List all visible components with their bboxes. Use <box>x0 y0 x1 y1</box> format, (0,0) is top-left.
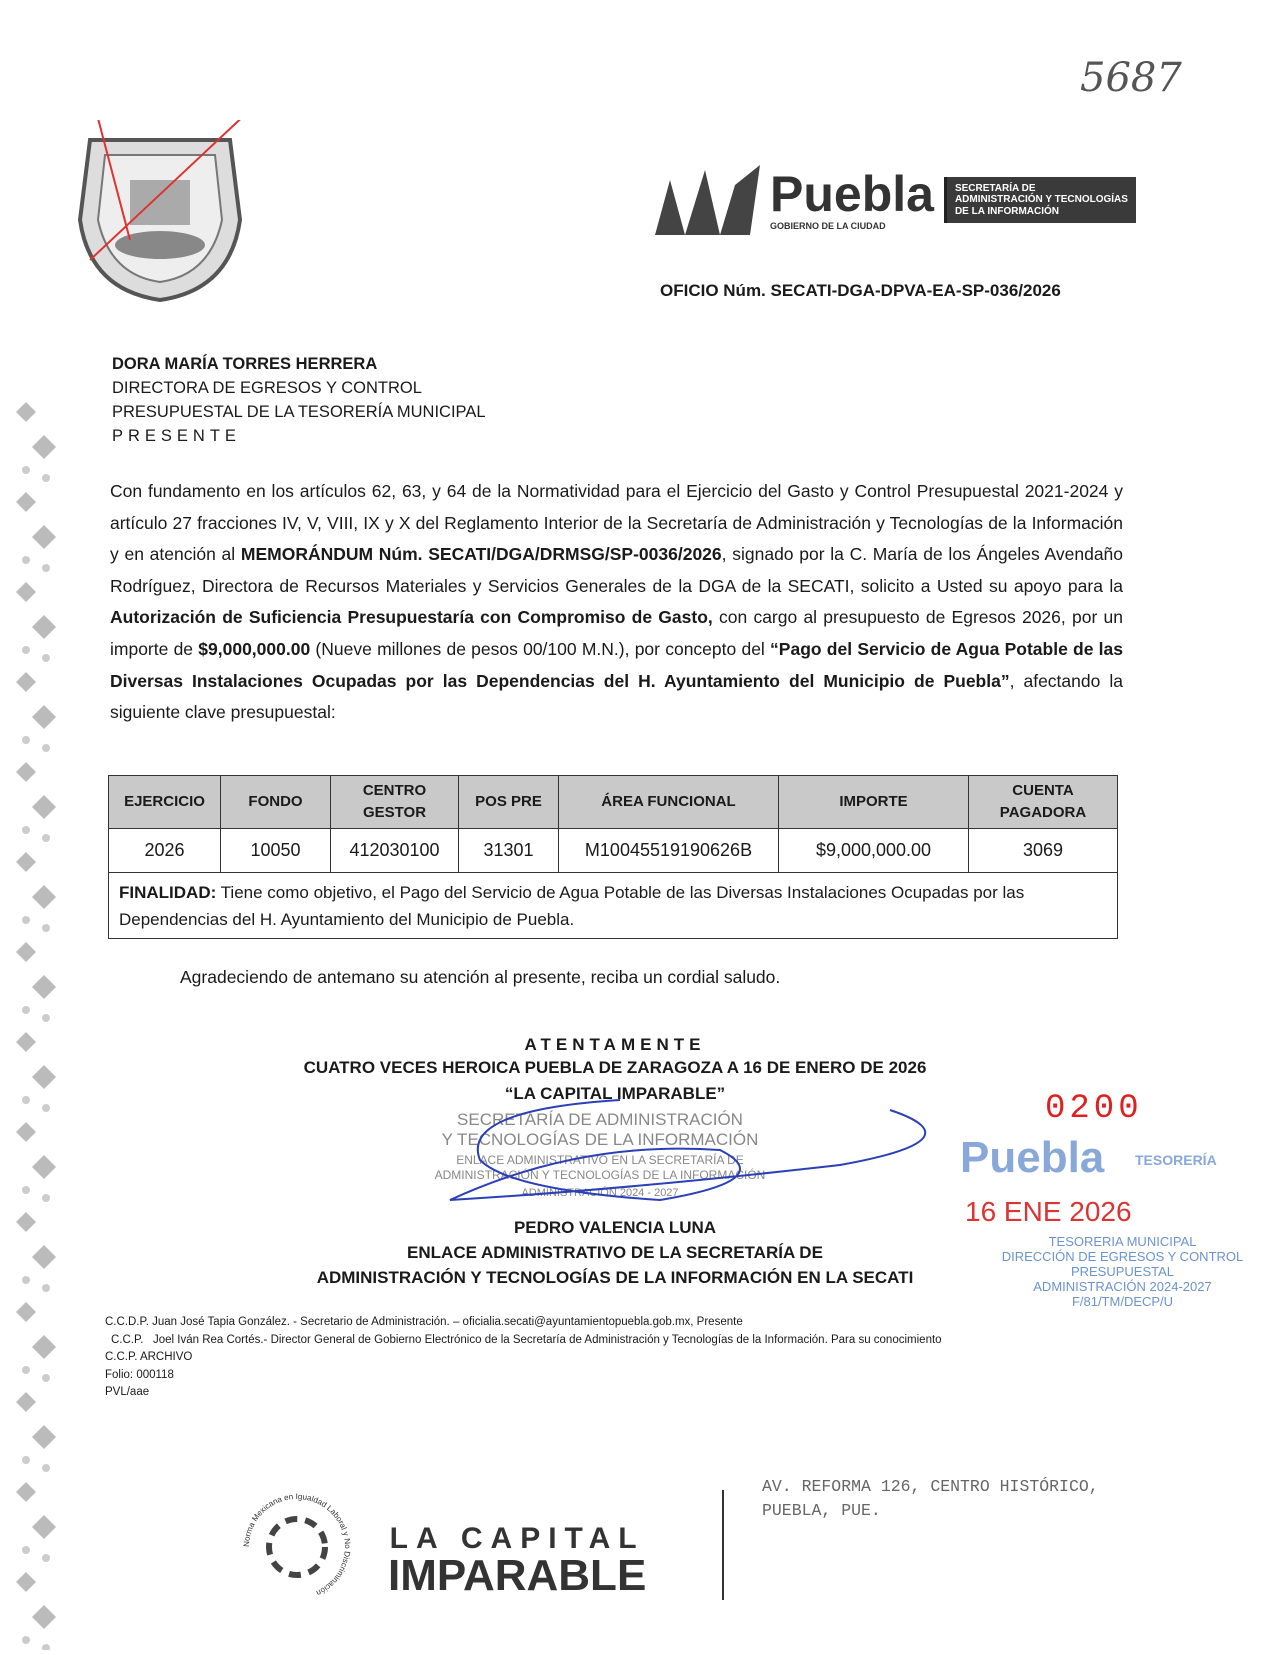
puebla-emblem-icon <box>650 160 770 240</box>
ccp-line-1: C.C.D.P. Juan José Tapia González. - Secretario de Administración. – oficialia.secati@ayuntamientopuebla.gob.mx, Presente <box>105 1316 743 1328</box>
ccp-block <box>105 1314 942 1402</box>
closing-thanks: Agradeciendo de antemano su atención al presente, reciba un cordial saludo. <box>180 967 781 987</box>
signer-stamp: SECRETARÍA DE ADMINISTRACIÓN Y TECNOLOGÍAS DE LA INFORMACIÓN ENLACE ADMINISTRATIVO EN LA SECRETARÍA DE ADMINISTRACIÓN Y TECNOLOGÍAS DE LA INFORMACIÓN ADMINISTRACIÓN 2024 - 2027 <box>434 1110 766 1199</box>
col-ejercicio: EJERCICIO <box>109 776 221 829</box>
addressee-title-1: DIRECTORA DE EGRESOS Y CONTROL <box>112 379 422 397</box>
cell-area-funcional: M10045519190626B <box>559 829 779 873</box>
finalidad-cell: FINALIDAD: Tiene como objetivo, el Pago del Servicio de Agua Potable de las Diversas Instalaciones Ocupadas por las Dependencias del H. Ayuntamiento del Municipio de Puebla. <box>109 873 1118 939</box>
budget-key-table <box>108 775 1118 939</box>
table-row <box>109 829 1118 873</box>
decorative-border <box>14 400 64 1650</box>
la-capital-imparable-logo: LA CAPITAL IMPARABLE <box>388 1522 647 1600</box>
oficio-number: OFICIO Núm. SECATI-DGA-DPVA-EA-SP-036/2026 <box>660 281 1061 300</box>
place-date: CUATRO VECES HEROICA PUEBLA DE ZARAGOZA A 16 DE ENERO DE 2026 <box>303 1058 927 1077</box>
cell-importe: $9,000,000.00 <box>779 829 969 873</box>
cell-cuenta-pagadora: 3069 <box>969 829 1118 873</box>
received-logo: Puebla <box>960 1133 1105 1182</box>
signer-name: PEDRO VALENCIA LUNA <box>513 1218 717 1237</box>
signer-title-1: ENLACE ADMINISTRATIVO DE LA SECRETARÍA DE <box>407 1243 823 1262</box>
addressee-name: DORA MARÍA TORRES HERRERA <box>112 355 378 373</box>
col-fondo: FONDO <box>221 776 331 829</box>
cell-fondo: 10050 <box>221 829 331 873</box>
received-stamp-lines: TESORERIA MUNICIPAL DIRECCIÓN DE EGRESOS Y CONTROL PRESUPUESTAL ADMINISTRACIÓN 2024-2027 F/81/TM/DECP/U <box>1001 1234 1244 1309</box>
footer-address: AV. REFORMA 126, CENTRO HISTÓRICO, PUEBLA, PUE. <box>762 1477 1099 1520</box>
footer-divider <box>722 1490 724 1600</box>
addressee-block <box>112 352 486 448</box>
col-centro-gestor: CENTRO GESTOR <box>331 776 459 829</box>
received-date: 16 ENE 2026 <box>965 1196 1132 1227</box>
handwritten-folio-number: 5687 <box>1080 55 1182 101</box>
ccp-line-2: C.C.P. Joel Iván Rea Cortés.- Director General de Gobierno Electrónico de la Secretaría de Administración y Tecnologías de la Información. Para su conocimiento <box>111 1333 942 1346</box>
addressee-presente: PRESENTE <box>112 427 241 445</box>
cell-centro-gestor: 412030100 <box>331 829 459 873</box>
received-number: 0200 <box>1045 1090 1143 1128</box>
secretaria-label: SECRETARÍA DE ADMINISTRACIÓN Y TECNOLOGÍAS DE LA INFORMACIÓN <box>944 177 1136 224</box>
motto: “LA CAPITAL IMPARABLE” <box>504 1084 726 1103</box>
cell-ejercicio: 2026 <box>109 829 221 873</box>
svg-text:Norma Mexicana en Igualdad Lab: Norma Mexicana en Igualdad Laboral y No Discriminación <box>241 1491 353 1598</box>
finalidad-row <box>109 873 1118 939</box>
col-pos-pre: POS PRE <box>459 776 559 829</box>
logo-word: Puebla <box>770 166 934 222</box>
col-area-funcional: ÁREA FUNCIONAL <box>559 776 779 829</box>
signer-title-2: ADMINISTRACIÓN Y TECNOLOGÍAS DE LA INFORMACIÓN EN LA SECATI <box>316 1268 914 1287</box>
col-importe: IMPORTE <box>779 776 969 829</box>
col-cuenta-pagadora: CUENTA PAGADORA <box>969 776 1118 829</box>
atentamente: ATENTAMENTE <box>524 1035 706 1054</box>
cell-pos-pre: 31301 <box>459 829 559 873</box>
received-logo-tag: TESORERÍA <box>1135 1152 1217 1168</box>
norma-igualdad-logo <box>240 1490 355 1605</box>
body-paragraph: Con fundamento en los artículos 62, 63, y 64 de la Normatividad para el Ejercicio del Gasto y Control Presupuestal 2021-2024 y artículo 27 fracciones IV, V, VIII, IX y X del Reglamento Interior de la Secretaría de Administración y Tecnologías de la Información y en atención al MEMORÁNDUM Núm. SECATI/DGA/DRMSG/SP-0036/2026, signado por la C. María de los Ángeles Avendaño Rodríguez, Directora de Recursos Materiales y Servicios Generales de la DGA de la SECATI, solicito a Usted su apoyo para la Autorización de Suficiencia Presupuestaría con Compromiso de Gasto, con cargo al presupuesto de Egresos 2026, por un importe de $9,000,000.00 (Nueve millones de pesos 00/100 M.N.), por concepto del “Pago del Servicio de Agua Potable de las Diversas Instalaciones Ocupadas por las Dependencias del H. Ayuntamiento del Municipio de Puebla”, afectando la siguiente clave presupuestal: <box>110 481 1124 723</box>
folio: Folio: 000118 <box>105 1368 174 1381</box>
initials: PVL/aae <box>105 1386 150 1398</box>
signature-scribble <box>420 1080 980 1240</box>
ccp-archivo: C.C.P. ARCHIVO <box>105 1351 193 1363</box>
table-header-row <box>109 776 1118 829</box>
city-seal-logo <box>60 120 260 310</box>
addressee-title-2: PRESUPUESTAL DE LA TESORERÍA MUNICIPAL <box>112 403 486 421</box>
email-link[interactable]: oficialia.secati@ayuntamientopuebla.gob.mx <box>462 1316 691 1328</box>
logo-sub: GOBIERNO DE LA CIUDAD <box>770 221 886 231</box>
puebla-secati-logo <box>650 160 1136 240</box>
